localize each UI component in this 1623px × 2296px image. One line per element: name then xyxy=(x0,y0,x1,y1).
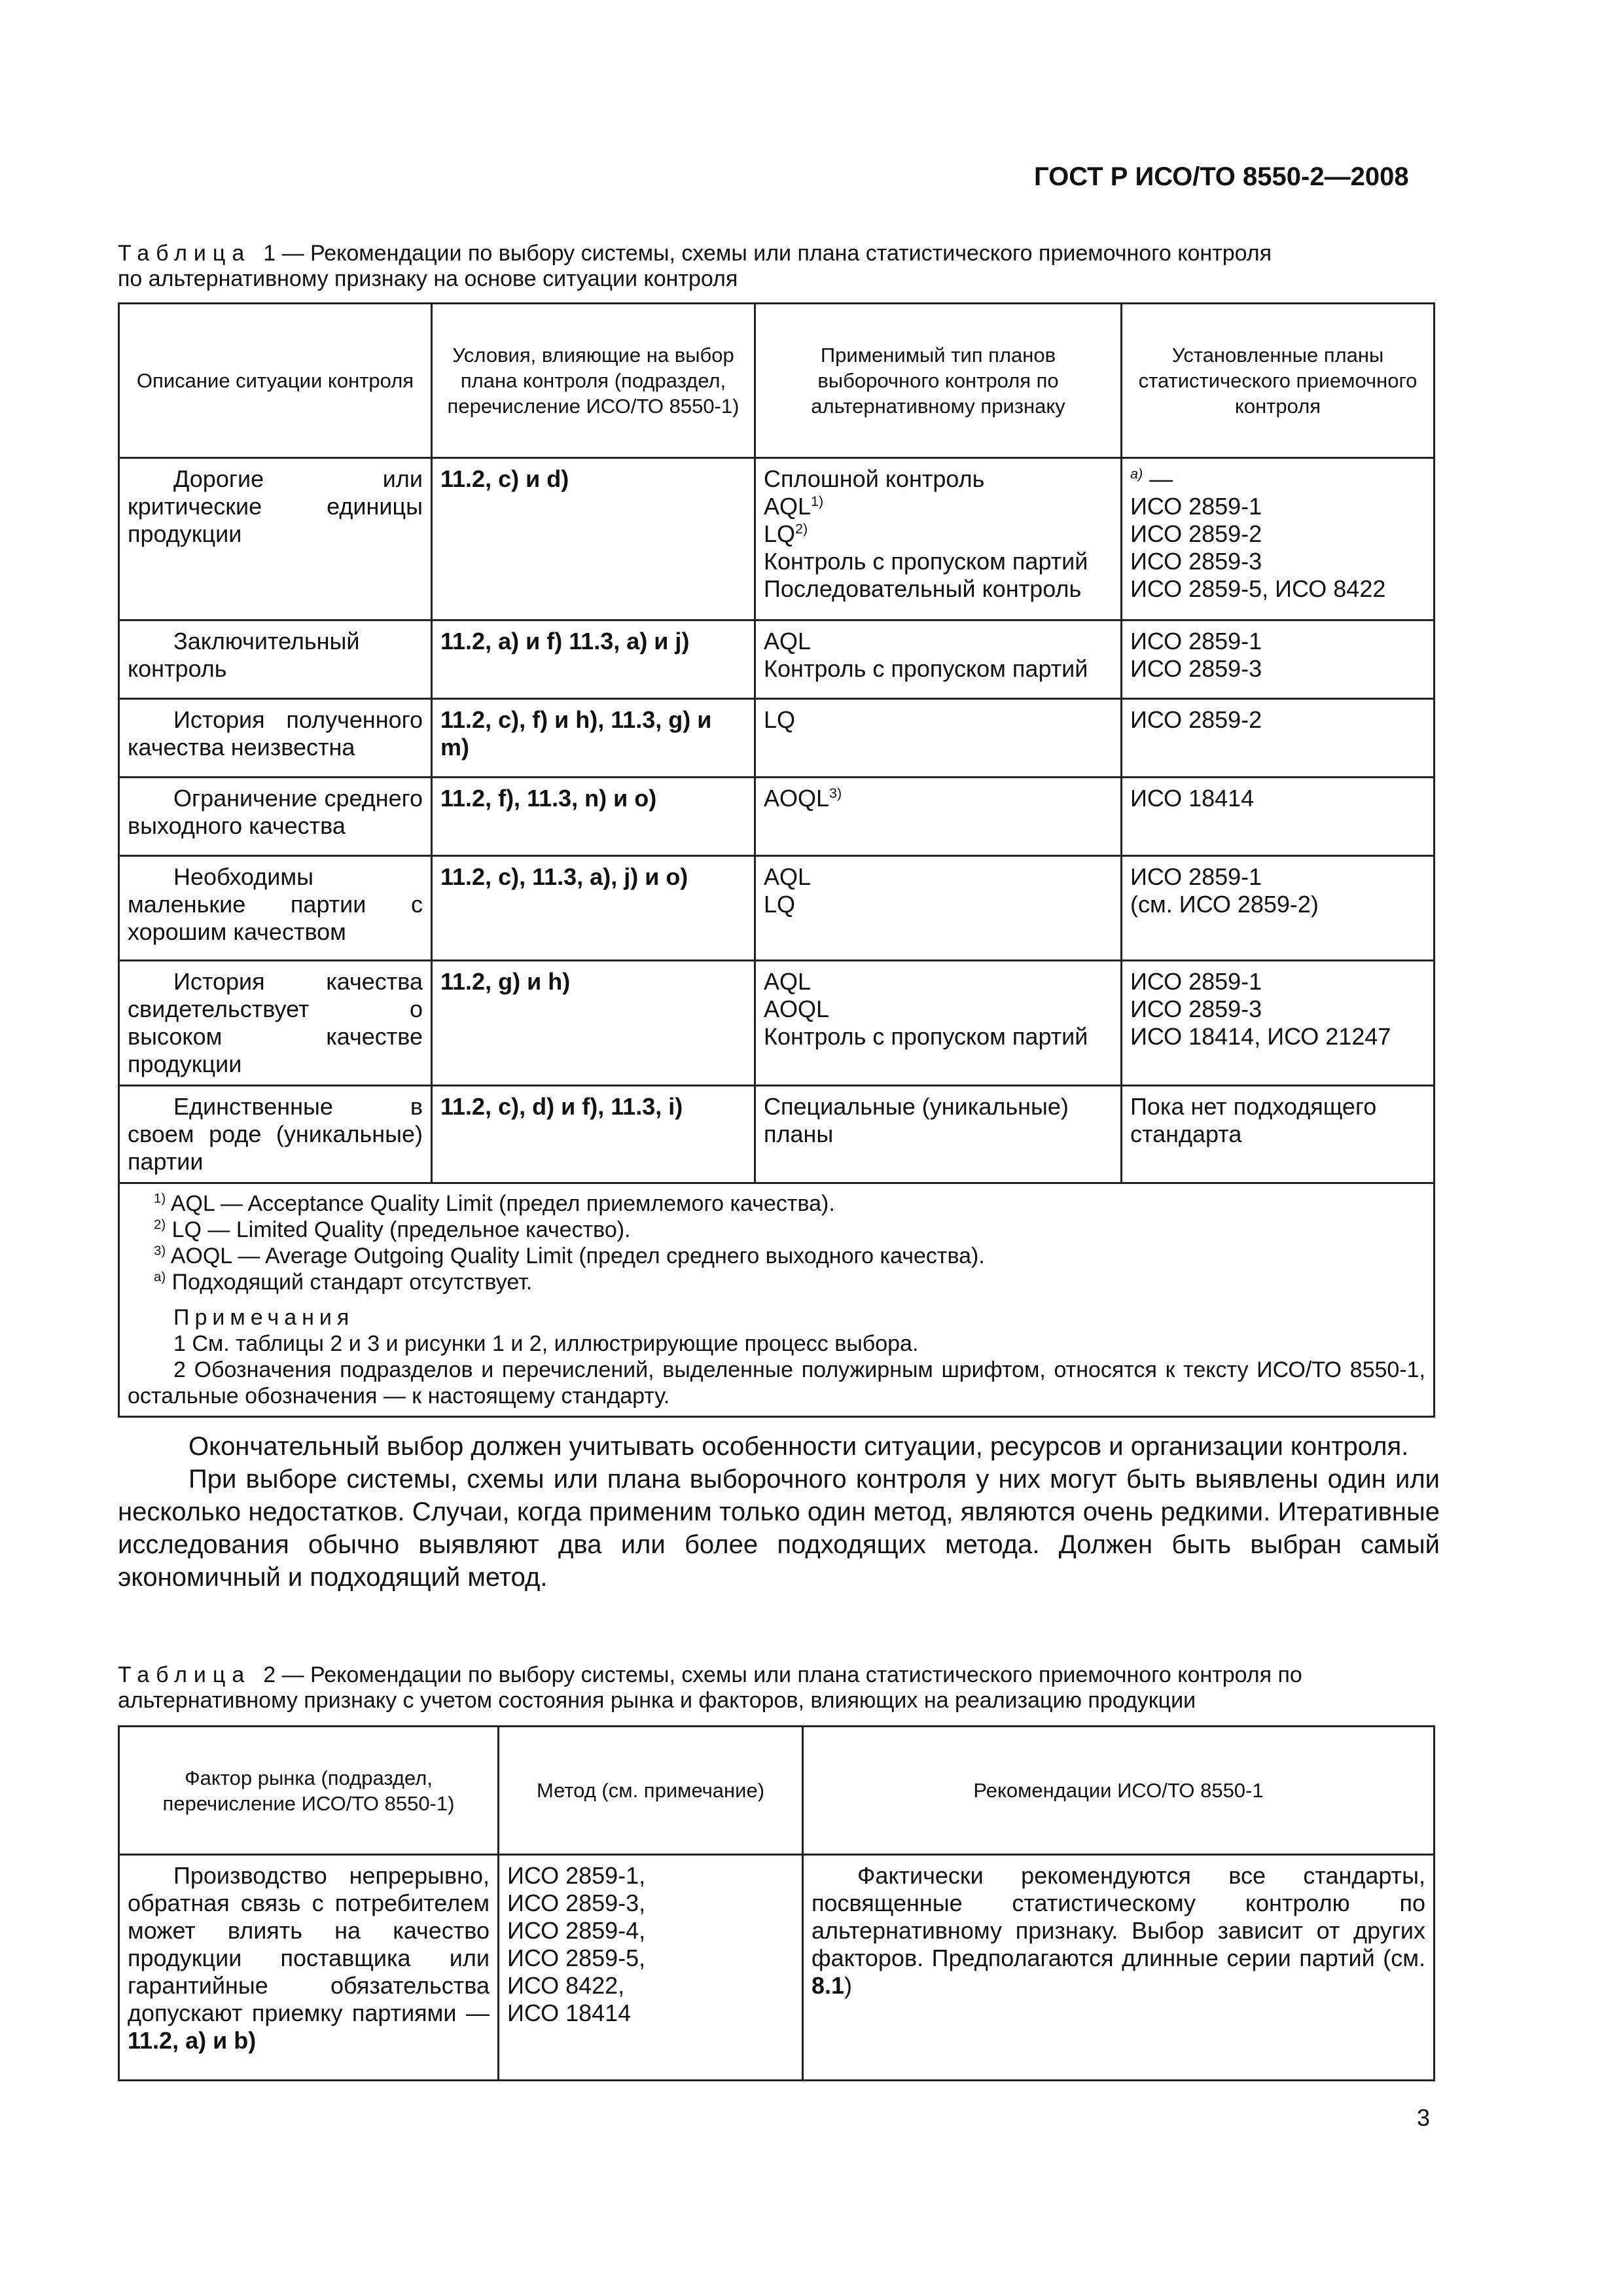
standards-cell xyxy=(1122,961,1435,1086)
market-factor-text: Производство непрерывно, обратная связь с потребителем может влиять на качество продукции поставщика или гарантийные обязательства допускают приемку партиями — xyxy=(128,1862,490,2026)
table1-header-conditions: Условия, влияющие на выбор плана контроля (подраздел, перечисление ИСО/ТО 8550-1) xyxy=(432,304,755,458)
plan-type-line: AQL xyxy=(764,863,812,890)
standard-line: ИСО 2859-1 xyxy=(1130,493,1262,520)
table-row xyxy=(119,1855,1435,2081)
situation-cell: Ограничение среднего выходного качества xyxy=(119,778,432,856)
situation-cell: История качества свидетельствует о высоком качестве продукции xyxy=(119,961,432,1086)
standards-cell xyxy=(1122,778,1435,856)
table-row xyxy=(119,778,1435,856)
situation-cell: Заключительный контроль xyxy=(119,620,432,699)
standard-line: ИСО 18414 xyxy=(1130,785,1255,812)
note: 2 Обозначения подразделов и перечислений, выделенные полужирным шрифтом, относятся к тексту ИСО/ТО 8550-1, остальные обозначения — к настоящему стандарту. xyxy=(128,1357,1425,1408)
plan-type-cell xyxy=(755,856,1122,961)
footnote-text: Подходящий стандарт отсутствует. xyxy=(171,1270,533,1295)
table2-caption-line2: альтернативному признаку с учетом состояния рынка и факторов, влияющих на реализацию продукции xyxy=(118,1688,1196,1713)
table2-header-recommendations: Рекомендации ИСО/ТО 8550-1 xyxy=(803,1727,1435,1855)
table2-header-factor: Фактор рынка (подраздел, перечисление ИСО/ТО 8550-1) xyxy=(119,1727,499,1855)
footnote-text: AQL — Acceptance Quality Limit (предел приемлемого качества). xyxy=(170,1191,835,1216)
plan-type-line: AQL xyxy=(764,968,812,995)
table-row xyxy=(119,961,1435,1086)
plan-type-line: LQ xyxy=(764,520,796,547)
method-cell xyxy=(499,1855,803,2081)
table1-header-plan-type: Применимый тип планов выборочного контроля по альтернативному признаку xyxy=(755,304,1122,458)
standard-line: (см. ИСО 2859-2) xyxy=(1130,891,1319,918)
note: 1 См. таблицы 2 и 3 и рисунки 1 и 2, иллюстрирующие процесс выбора. xyxy=(173,1331,919,1356)
footnote xyxy=(128,1269,1425,1295)
table1 xyxy=(118,302,1435,1418)
footnote xyxy=(128,1191,1425,1217)
standard-line: ИСО 2859-1 xyxy=(1130,628,1262,655)
plan-type-line: AQL xyxy=(764,493,812,520)
table1-header-standards: Установленные планы статистического приемочного контроля xyxy=(1122,304,1435,458)
recommendation-end: ) xyxy=(844,1972,853,1999)
footnotes-cell xyxy=(119,1183,1435,1417)
method-line: ИСО 8422, xyxy=(507,1972,625,1999)
table-row xyxy=(119,458,1435,620)
footnote-text: LQ — Limited Quality (предельное качество). xyxy=(171,1217,631,1242)
plan-type-line: LQ xyxy=(764,706,796,733)
footnote-marker: 1) xyxy=(154,1191,166,1206)
recommendation-cell xyxy=(803,1855,1435,2081)
method-line: ИСО 2859-1, xyxy=(507,1862,646,1889)
standard-line: — xyxy=(1149,465,1173,492)
paragraph: Окончательный выбор должен учитывать особенности ситуации, ресурсов и организации контроля. xyxy=(188,1432,1409,1461)
method-line: ИСО 2859-3, xyxy=(507,1890,646,1916)
plan-type-line: Контроль с пропуском партий xyxy=(764,548,1088,575)
table-row xyxy=(119,699,1435,778)
standard-line: ИСО 2859-2 xyxy=(1130,520,1262,547)
table-row xyxy=(119,620,1435,699)
body-text xyxy=(118,1430,1440,1594)
recommendation-ref: 8.1 xyxy=(812,1972,845,1999)
footnote-text: AOQL — Average Outgoing Quality Limit (предел среднего выходного качества). xyxy=(170,1244,985,1268)
situation-cell: Дорогие или критические единицы продукции xyxy=(119,458,432,620)
plan-type-cell xyxy=(755,699,1122,778)
plan-type-line: LQ xyxy=(764,891,796,918)
standards-cell: Пока нет подходящего стандарта xyxy=(1122,1086,1435,1183)
situation-cell: Необходимы маленькие партии с хорошим качеством xyxy=(119,856,432,961)
standard-line: ИСО 2859-3 xyxy=(1130,655,1262,682)
footnote-marker: 2) xyxy=(154,1217,166,1232)
conditions-cell: 11.2, c), d) и f), 11.3, i) xyxy=(432,1086,755,1183)
standard-line: ИСО 2859-5, ИСО 8422 xyxy=(1130,575,1386,602)
market-factor-ref: 11.2, а) и b) xyxy=(128,2027,257,2054)
plan-type-line: Контроль с пропуском партий xyxy=(764,1023,1088,1050)
method-line: ИСО 18414 xyxy=(507,2000,632,2026)
paragraph: При выборе системы, схемы или плана выборочного контроля у них могут быть выявлены один или несколько недостатков. Случаи, когда применим только один метод, являются очень редкими. Итеративные исследования обычно выявляют два или более подходящих метода. Должен быть выбран самый экономичный и подходящий метод. xyxy=(118,1465,1440,1592)
plan-type-cell xyxy=(755,961,1122,1086)
table2-header-method: Метод (см. примечание) xyxy=(499,1727,803,1855)
plan-type-line: Последовательный контроль xyxy=(764,575,1082,602)
plan-type-cell xyxy=(755,620,1122,699)
plan-type-line: AOQL xyxy=(764,785,830,812)
table-row xyxy=(119,856,1435,961)
notes-title: Примечания xyxy=(173,1305,355,1330)
plan-type-line: Сплошной контроль xyxy=(764,465,985,492)
table1-caption-line2: по альтернативному признаку на основе ситуации контроля xyxy=(118,266,738,291)
conditions-cell: 11.2, g) и h) xyxy=(432,961,755,1086)
table1-caption-line1: 1 — Рекомендации по выбору системы, схемы или плана статистического приемочного контроля xyxy=(263,241,1272,266)
plan-type-line: AQL xyxy=(764,628,812,655)
table1-caption xyxy=(118,241,1440,292)
method-line: ИСО 2859-5, xyxy=(507,1945,646,1971)
footnote-marker: 2) xyxy=(795,520,808,537)
table2-caption-line1: 2 — Рекомендации по выбору системы, схемы или плана статистического приемочного контроля по xyxy=(263,1662,1302,1687)
table2 xyxy=(118,1725,1435,2081)
footnote-marker: а) xyxy=(154,1270,166,1285)
standards-cell xyxy=(1122,458,1435,620)
footnote-marker: 3) xyxy=(829,785,842,801)
conditions-cell: 11.2, c), f) и h), 11.3, g) и m) xyxy=(432,699,755,778)
standard-line: ИСО 2859-3 xyxy=(1130,548,1262,575)
conditions-cell: 11.2, а) и f) 11.3, а) и j) xyxy=(432,620,755,699)
plan-type-cell xyxy=(755,778,1122,856)
situation-cell: Единственные в своем роде (уникальные) партии xyxy=(119,1086,432,1183)
table1-caption-lead: Таблица xyxy=(118,241,251,266)
standard-line: ИСО 2859-2 xyxy=(1130,706,1262,733)
plan-type-cell: Специальные (уникальные) планы xyxy=(755,1086,1122,1183)
standard-line: ИСО 2859-3 xyxy=(1130,996,1262,1022)
situation-cell: История полученного качества неизвестна xyxy=(119,699,432,778)
footnote-marker: а) xyxy=(1130,465,1143,482)
footnote xyxy=(128,1243,1425,1269)
method-line: ИСО 2859-4, xyxy=(507,1917,646,1944)
page-number: 3 xyxy=(1417,2104,1431,2131)
table-row xyxy=(119,1086,1435,1183)
table1-header-row xyxy=(119,304,1435,458)
table1-footnotes-row xyxy=(119,1183,1435,1417)
table1-header-situation: Описание ситуации контроля xyxy=(119,304,432,458)
table2-caption-lead: Таблица xyxy=(118,1662,251,1687)
standard-line: ИСО 2859-1 xyxy=(1130,968,1262,995)
plan-type-line: Контроль с пропуском партий xyxy=(764,655,1088,682)
market-factor-cell xyxy=(119,1855,499,2081)
footnote-marker: 3) xyxy=(154,1244,166,1259)
standard-line: ИСО 2859-1 xyxy=(1130,863,1262,890)
standards-cell xyxy=(1122,620,1435,699)
standards-cell xyxy=(1122,856,1435,961)
footnote-marker: 1) xyxy=(811,493,824,509)
plan-type-cell xyxy=(755,458,1122,620)
recommendation-text: Фактически рекомендуются все стандарты, посвященные статистическому контролю по альтернативному признаку. Выбор зависит от других факторов. Предполагаются длинные серии партий (см. xyxy=(812,1862,1425,1971)
conditions-cell: 11.2, f), 11.3, n) и o) xyxy=(432,778,755,856)
table2-caption xyxy=(118,1662,1440,1713)
standard-line: ИСО 18414, ИСО 21247 xyxy=(1130,1023,1391,1050)
footnote xyxy=(128,1217,1425,1243)
document-code: ГОСТ Р ИСО/ТО 8550-2—2008 xyxy=(1034,162,1409,191)
table2-header-row xyxy=(119,1727,1435,1855)
conditions-cell: 11.2, c) и d) xyxy=(432,458,755,620)
conditions-cell: 11.2, c), 11.3, а), j) и o) xyxy=(432,856,755,961)
standards-cell xyxy=(1122,699,1435,778)
plan-type-line: AOQL xyxy=(764,996,830,1022)
